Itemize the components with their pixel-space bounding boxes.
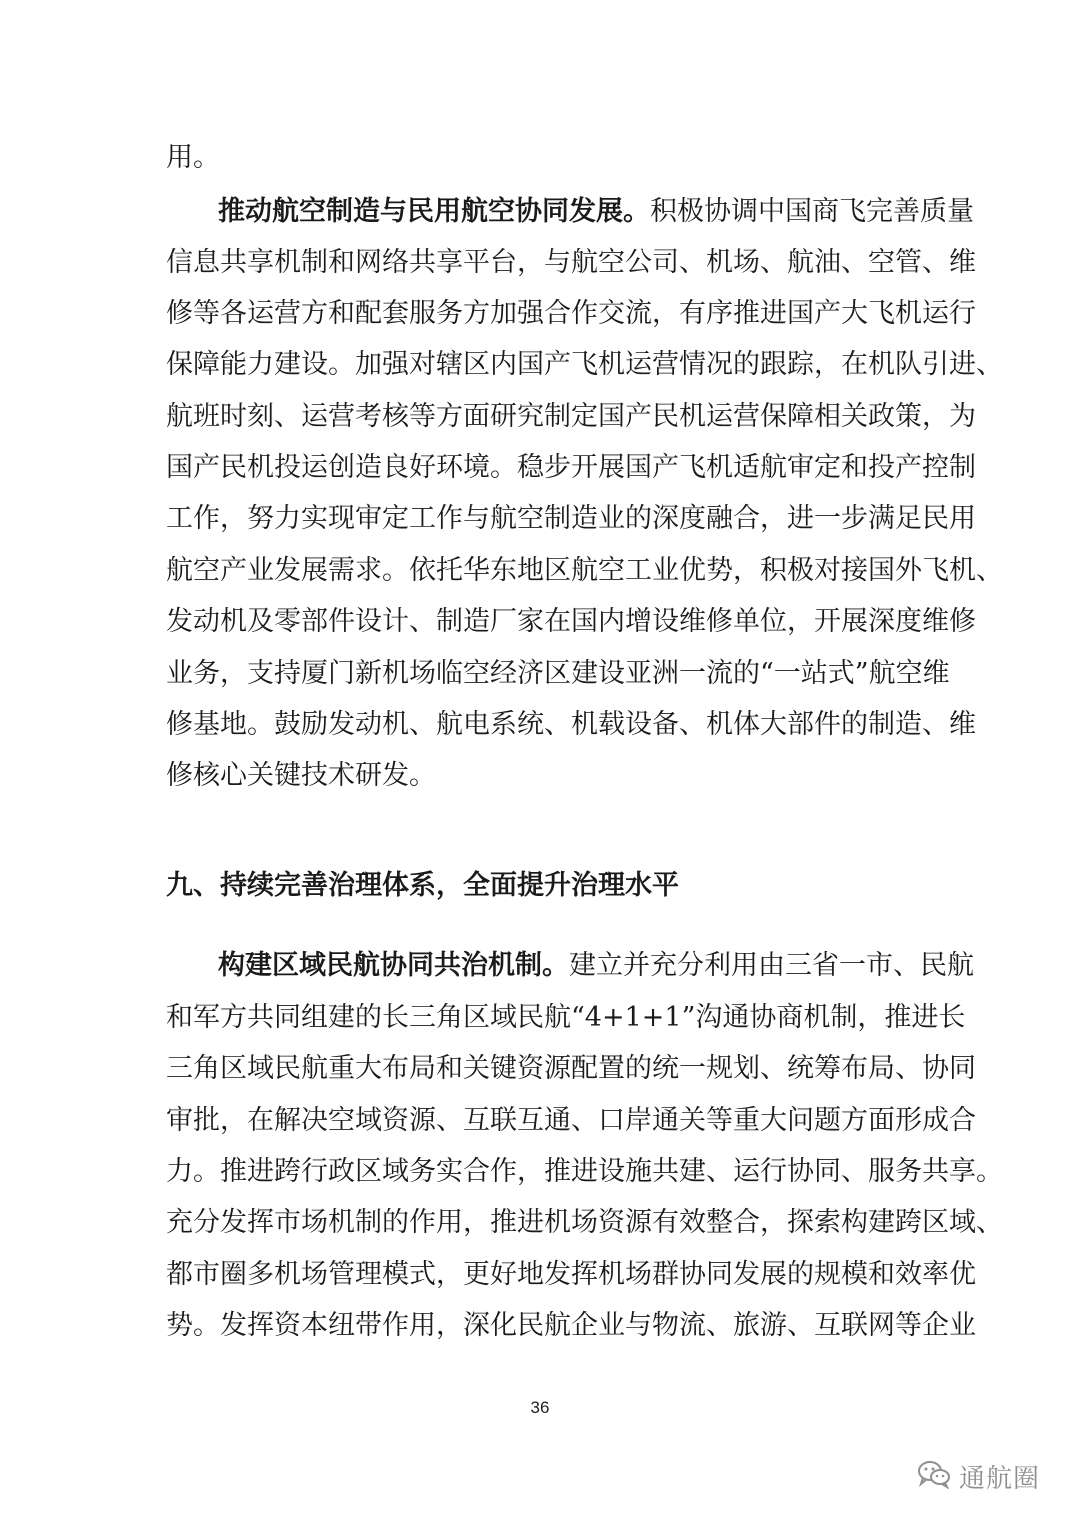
section-heading: 九、持续完善治理体系，全面提升治理水平 <box>166 870 679 901</box>
paragraph-lead: 推动航空制造与民用航空协同发展。 <box>218 196 650 227</box>
wechat-icon <box>917 1459 951 1493</box>
paragraph-line: 势。发挥资本纽带作用，深化民航企业与物流、旅游、互联网等企业 <box>166 1310 976 1341</box>
paragraph-line: 修等各运营方和配套服务方加强合作交流，有序推进国产大飞机运行 <box>166 298 976 329</box>
watermark-text: 通航圈 <box>958 1463 1040 1494</box>
paragraph-lead: 构建区域民航协同共治机制。 <box>218 950 569 981</box>
paragraph-line: 保障能力建设。加强对辖区内国产飞机运营情况的跟踪，在机队引进、 <box>166 349 1003 380</box>
paragraph-line: 审批，在解决空域资源、互联互通、口岸通关等重大问题方面形成合 <box>166 1105 976 1136</box>
paragraph-line: 用。 <box>166 142 220 173</box>
paragraph-text: 积极协调中国商飞完善质量 <box>650 196 974 227</box>
paragraph-line: 国产民机投运创造良好环境。稳步开展国产飞机适航审定和投产控制 <box>166 452 976 483</box>
paragraph-text: 建立并充分利用由三省一市、民航 <box>569 950 974 981</box>
paragraph-line: 修核心关键技术研发。 <box>166 760 436 791</box>
paragraph-line: 航空产业发展需求。依托华东地区航空工业优势，积极对接国外飞机、 <box>166 555 1003 586</box>
page-number: 36 <box>530 1398 550 1417</box>
paragraph-line: 三角区域民航重大布局和关键资源配置的统一规划、统筹布局、协同 <box>166 1053 976 1084</box>
paragraph-line: 业务，支持厦门新机场临空经济区建设亚洲一流的“一站式”航空维 <box>166 658 950 689</box>
paragraph-line <box>218 194 974 230</box>
watermark <box>917 1456 1040 1496</box>
paragraph-line: 和军方共同组建的长三角区域民航“4+1+1”沟通协商机制，推进长 <box>166 1002 966 1033</box>
paragraph-line: 航班时刻、运营考核等方面研究制定国产民机运营保障相关政策，为 <box>166 401 976 432</box>
paragraph-line: 都市圈多机场管理模式，更好地发挥机场群协同发展的规模和效率优 <box>166 1259 976 1290</box>
paragraph-line: 充分发挥市场机制的作用，推进机场资源有效整合，探索构建跨区域、 <box>166 1207 1003 1238</box>
paragraph-line <box>218 948 974 984</box>
paragraph-line: 发动机及零部件设计、制造厂家在国内增设维修单位，开展深度维修 <box>166 606 976 637</box>
paragraph-line: 力。推进跨行政区域务实合作，推进设施共建、运行协同、服务共享。 <box>166 1156 1003 1187</box>
paragraph-line: 工作，努力实现审定工作与航空制造业的深度融合，进一步满足民用 <box>166 503 976 534</box>
paragraph-line: 信息共享机制和网络共享平台，与航空公司、机场、航油、空管、维 <box>166 247 976 278</box>
paragraph-line: 修基地。鼓励发动机、航电系统、机载设备、机体大部件的制造、维 <box>166 709 976 740</box>
